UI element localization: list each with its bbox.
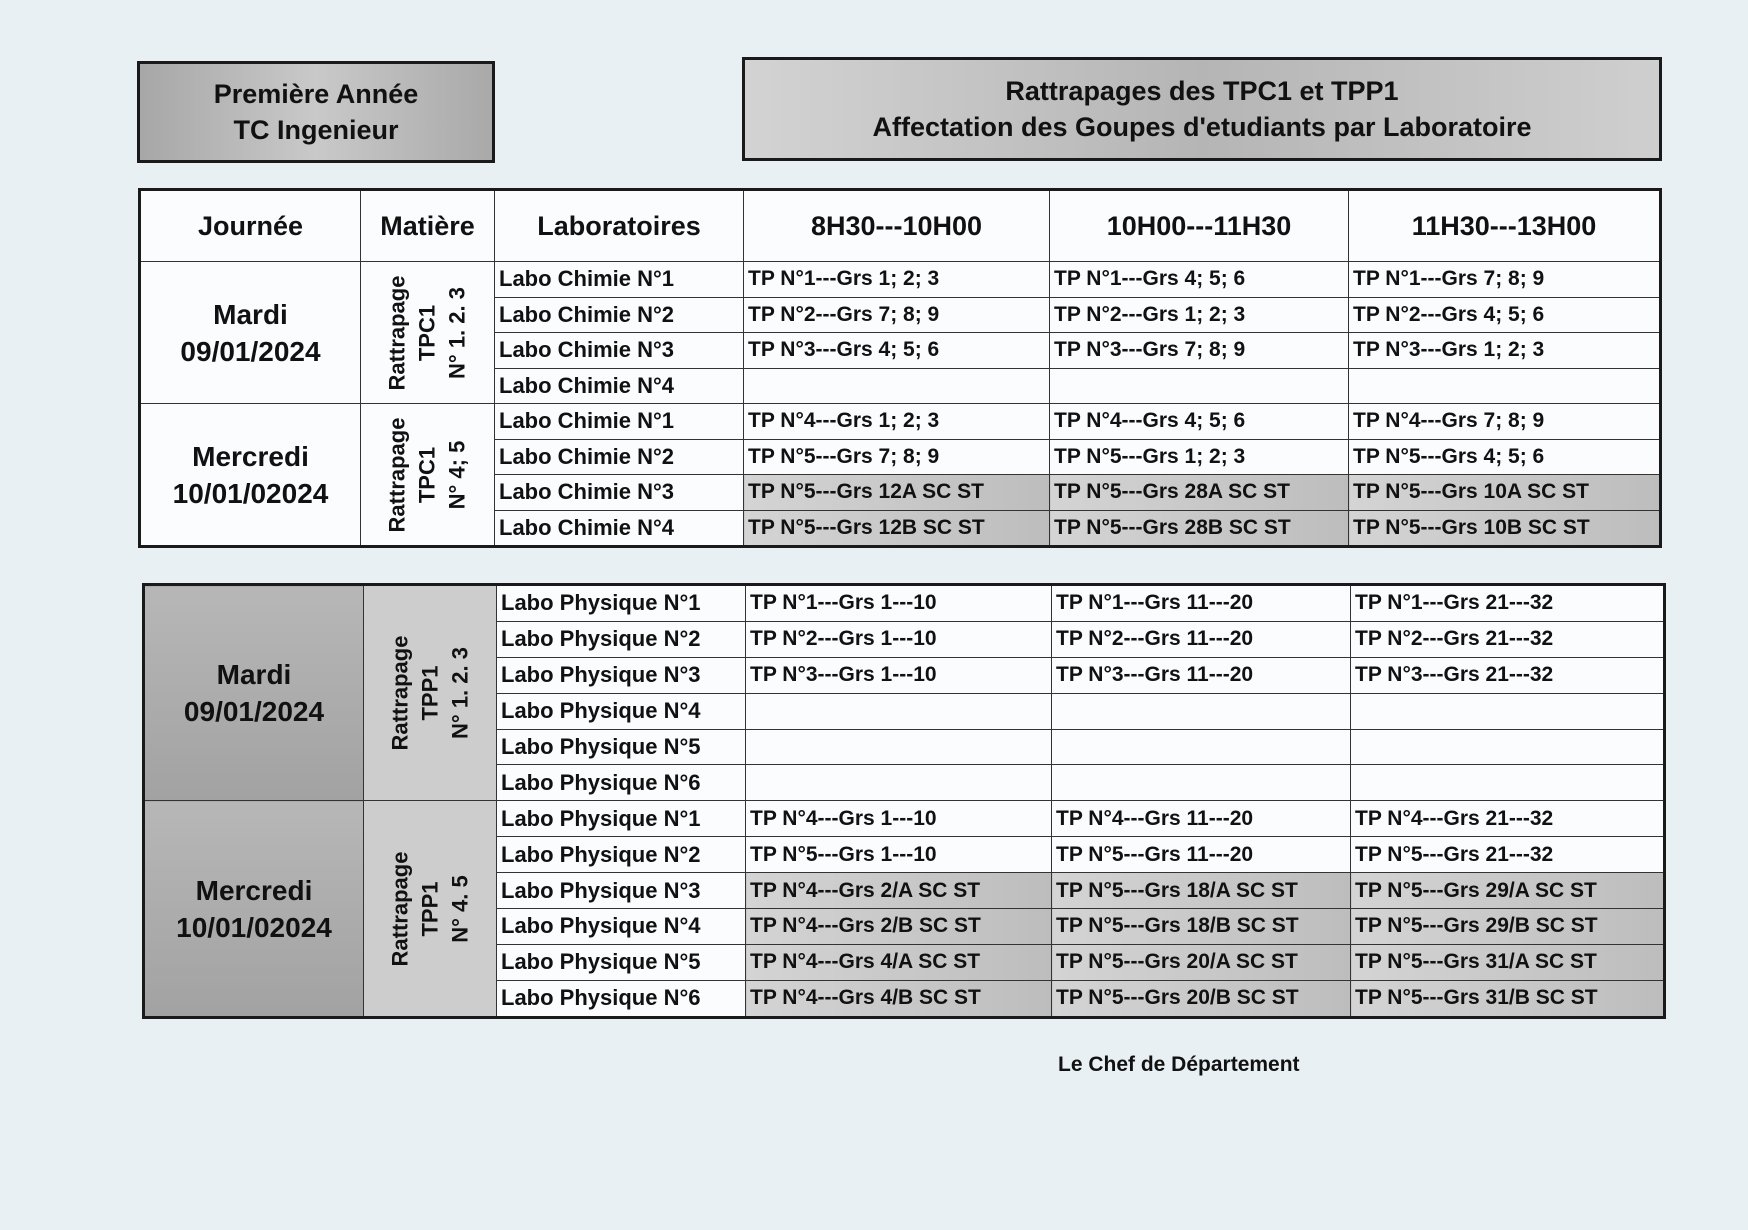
matiere-cell	[364, 801, 497, 1017]
slot-cell-2: TP N°5---Grs 11---20	[1052, 837, 1351, 873]
slot-cell-2: TP N°1---Grs 4; 5; 6	[1050, 262, 1349, 298]
slot-cell-1: TP N°4---Grs 1; 2; 3	[744, 404, 1050, 440]
slot-cell-3: TP N°5---Grs 31/A SC ST	[1351, 944, 1665, 980]
slot-cell-3: TP N°5---Grs 10B SC ST	[1349, 510, 1661, 547]
slot-cell-2: TP N°5---Grs 18/A SC ST	[1052, 873, 1351, 909]
slot-cell-2	[1050, 368, 1349, 404]
slot-cell-1: TP N°3---Grs 4; 5; 6	[744, 333, 1050, 369]
lab-name-cell: Labo Chimie N°4	[495, 368, 744, 404]
matiere-rotated-label	[385, 636, 475, 751]
year-title-line2: TC Ingenieur	[233, 115, 399, 145]
slot-cell-3: TP N°2---Grs 21---32	[1351, 621, 1665, 657]
lab-name-cell: Labo Physique N°5	[497, 944, 746, 980]
matiere-rotated-label	[382, 275, 472, 390]
document-title-line2: Affectation des Goupes d'etudiants par Laboratoire	[872, 112, 1532, 142]
slot-cell-3: TP N°4---Grs 21---32	[1351, 801, 1665, 837]
slot-cell-1: TP N°2---Grs 1---10	[746, 621, 1052, 657]
lab-name-cell: Labo Chimie N°3	[495, 333, 744, 369]
lab-name-cell: Labo Physique N°2	[497, 621, 746, 657]
matiere-line: TPP1	[416, 665, 442, 721]
slot-cell-3: TP N°3---Grs 1; 2; 3	[1349, 333, 1661, 369]
document-title-box	[742, 57, 1662, 161]
table-row	[144, 585, 1665, 622]
day-date: 10/01/02024	[172, 477, 329, 509]
slot-cell-1	[746, 693, 1052, 729]
lab-name-cell: Labo Physique N°3	[497, 657, 746, 693]
slot-cell-2: TP N°5---Grs 20/A SC ST	[1052, 944, 1351, 980]
slot-cell-3: TP N°1---Grs 7; 8; 9	[1349, 262, 1661, 298]
matiere-line: Rattrapage	[384, 417, 410, 532]
matiere-line: N° 4. 5	[446, 874, 472, 943]
slot-cell-1: TP N°1---Grs 1---10	[746, 585, 1052, 622]
lab-name-cell: Labo Chimie N°2	[495, 439, 744, 475]
matiere-line: Rattrapage	[386, 635, 412, 751]
matiere-rotated-label	[382, 417, 472, 532]
day-cell	[144, 585, 364, 801]
slot-cell-2	[1052, 765, 1351, 801]
slot-cell-2: TP N°5---Grs 18/B SC ST	[1052, 909, 1351, 945]
slot-cell-1: TP N°4---Grs 4/B SC ST	[746, 980, 1052, 1017]
column-header-slot-3: 11H30---13H00	[1349, 190, 1661, 262]
slot-cell-2	[1052, 729, 1351, 765]
slot-cell-3: TP N°5---Grs 21---32	[1351, 837, 1665, 873]
slot-cell-3: TP N°2---Grs 4; 5; 6	[1349, 297, 1661, 333]
matiere-line: Rattrapage	[384, 275, 410, 390]
slot-cell-1: TP N°1---Grs 1; 2; 3	[744, 262, 1050, 298]
slot-cell-3: TP N°1---Grs 21---32	[1351, 585, 1665, 622]
column-header-journee: Journée	[140, 190, 361, 262]
slot-cell-3	[1351, 765, 1665, 801]
matiere-line: N° 4; 5	[444, 440, 470, 509]
day-date: 10/01/02024	[176, 911, 332, 943]
physique-schedule-table	[142, 583, 1666, 1019]
slot-cell-2	[1052, 693, 1351, 729]
matiere-line: N° 1. 2. 3	[444, 286, 470, 379]
slot-cell-2: TP N°5---Grs 20/B SC ST	[1052, 980, 1351, 1017]
day-date: 09/01/2024	[180, 335, 321, 367]
slot-cell-1: TP N°5---Grs 7; 8; 9	[744, 439, 1050, 475]
lab-name-cell: Labo Physique N°5	[497, 729, 746, 765]
table-header-row	[140, 190, 1661, 262]
slot-cell-2: TP N°5---Grs 1; 2; 3	[1050, 439, 1349, 475]
day-name: Mercredi	[192, 440, 309, 472]
slot-cell-2: TP N°1---Grs 11---20	[1052, 585, 1351, 622]
matiere-line: TPC1	[414, 304, 440, 361]
matiere-cell	[361, 262, 495, 404]
matiere-line: TPC1	[414, 446, 440, 503]
slot-cell-1	[744, 368, 1050, 404]
year-title-box	[137, 61, 495, 163]
lab-name-cell: Labo Chimie N°2	[495, 297, 744, 333]
slot-cell-3: TP N°5---Grs 29/A SC ST	[1351, 873, 1665, 909]
document-title-line1: Rattrapages des TPC1 et TPP1	[1005, 76, 1399, 106]
slot-cell-2: TP N°3---Grs 7; 8; 9	[1050, 333, 1349, 369]
day-cell	[140, 404, 361, 547]
matiere-cell	[364, 585, 497, 801]
matiere-line: N° 1. 2. 3	[446, 647, 472, 740]
day-cell	[144, 801, 364, 1017]
lab-name-cell: Labo Physique N°6	[497, 980, 746, 1017]
column-header-slot-1: 8H30---10H00	[744, 190, 1050, 262]
slot-cell-2: TP N°2---Grs 11---20	[1052, 621, 1351, 657]
lab-name-cell: Labo Physique N°4	[497, 909, 746, 945]
slot-cell-3: TP N°5---Grs 10A SC ST	[1349, 475, 1661, 511]
day-name: Mardi	[216, 659, 292, 691]
matiere-line: Rattrapage	[386, 851, 412, 966]
lab-name-cell: Labo Physique N°4	[497, 693, 746, 729]
lab-name-cell: Labo Chimie N°4	[495, 510, 744, 547]
slot-cell-1	[746, 765, 1052, 801]
day-cell	[140, 262, 361, 404]
chimie-schedule-table	[138, 188, 1662, 548]
slot-cell-3	[1351, 693, 1665, 729]
matiere-rotated-label	[385, 851, 475, 966]
slot-cell-1	[746, 729, 1052, 765]
lab-name-cell: Labo Chimie N°1	[495, 404, 744, 440]
column-header-laboratoires: Laboratoires	[495, 190, 744, 262]
slot-cell-3	[1351, 729, 1665, 765]
year-title-line1: Première Année	[213, 79, 419, 109]
column-header-matiere: Matière	[361, 190, 495, 262]
matiere-cell	[361, 404, 495, 547]
slot-cell-3: TP N°3---Grs 21---32	[1351, 657, 1665, 693]
slot-cell-1: TP N°5---Grs 1---10	[746, 837, 1052, 873]
day-name: Mardi	[213, 298, 288, 330]
slot-cell-1: TP N°5---Grs 12A SC ST	[744, 475, 1050, 511]
lab-name-cell: Labo Chimie N°1	[495, 262, 744, 298]
slot-cell-1: TP N°4---Grs 2/B SC ST	[746, 909, 1052, 945]
slot-cell-2: TP N°5---Grs 28B SC ST	[1050, 510, 1349, 547]
table-row	[140, 262, 1661, 298]
lab-name-cell: Labo Physique N°2	[497, 837, 746, 873]
slot-cell-1: TP N°2---Grs 7; 8; 9	[744, 297, 1050, 333]
slot-cell-3: TP N°5---Grs 31/B SC ST	[1351, 980, 1665, 1017]
day-date: 09/01/2024	[183, 696, 325, 728]
matiere-line: TPP1	[416, 881, 442, 937]
slot-cell-1: TP N°5---Grs 12B SC ST	[744, 510, 1050, 547]
slot-cell-2: TP N°4---Grs 11---20	[1052, 801, 1351, 837]
lab-name-cell: Labo Physique N°1	[497, 801, 746, 837]
column-header-slot-2: 10H00---11H30	[1050, 190, 1349, 262]
signature-label: Le Chef de Département	[1058, 1053, 1300, 1076]
slot-cell-3: TP N°5---Grs 4; 5; 6	[1349, 439, 1661, 475]
slot-cell-2: TP N°4---Grs 4; 5; 6	[1050, 404, 1349, 440]
slot-cell-1: TP N°4---Grs 4/A SC ST	[746, 944, 1052, 980]
slot-cell-1: TP N°3---Grs 1---10	[746, 657, 1052, 693]
lab-name-cell: Labo Physique N°1	[497, 585, 746, 622]
slot-cell-3: TP N°4---Grs 7; 8; 9	[1349, 404, 1661, 440]
slot-cell-2: TP N°5---Grs 28A SC ST	[1050, 475, 1349, 511]
slot-cell-1: TP N°4---Grs 1---10	[746, 801, 1052, 837]
slot-cell-2: TP N°2---Grs 1; 2; 3	[1050, 297, 1349, 333]
lab-name-cell: Labo Physique N°3	[497, 873, 746, 909]
slot-cell-3: TP N°5---Grs 29/B SC ST	[1351, 909, 1665, 945]
day-name: Mercredi	[195, 874, 313, 906]
slot-cell-1: TP N°4---Grs 2/A SC ST	[746, 873, 1052, 909]
table-row	[144, 801, 1665, 837]
lab-name-cell: Labo Chimie N°3	[495, 475, 744, 511]
table-row	[140, 404, 1661, 440]
slot-cell-2: TP N°3---Grs 11---20	[1052, 657, 1351, 693]
slot-cell-3	[1349, 368, 1661, 404]
lab-name-cell: Labo Physique N°6	[497, 765, 746, 801]
